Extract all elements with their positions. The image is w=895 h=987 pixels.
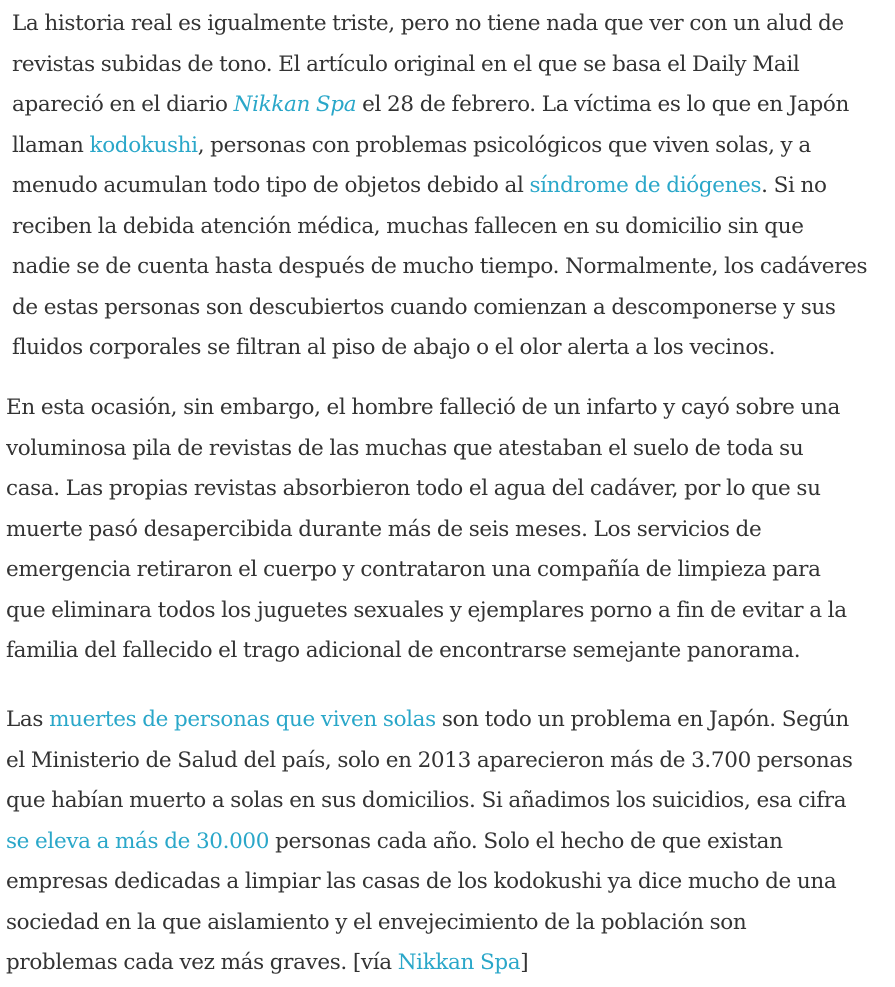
text-run: empresas dedicadas a limpiar las casas de los kodokushi ya dice mucho de una xyxy=(6,869,837,894)
text-line xyxy=(12,4,867,45)
text-line xyxy=(12,85,867,126)
text-run: problemas cada vez más graves. [vía xyxy=(6,950,398,975)
text-line xyxy=(6,741,853,782)
text-run: La historia real es igualmente triste, pero no tiene nada que ver con un alud de xyxy=(12,11,844,36)
text-run: que eliminara todos los juguetes sexuales y ejemplares porno a fin de evitar a la xyxy=(6,597,847,623)
text-line xyxy=(12,45,867,86)
text-run: de estas personas son descubiertos cuando comienzan a descomponerse y sus xyxy=(12,294,836,320)
text-line xyxy=(6,943,853,984)
text-line xyxy=(6,781,853,822)
text-run: personas cada año. Solo el hecho de que existan xyxy=(269,828,783,854)
link-mas-de-30000[interactable]: se eleva a más de 30.000 xyxy=(6,828,270,854)
text-line xyxy=(12,247,867,288)
text-line xyxy=(6,510,847,551)
text-line xyxy=(6,862,853,903)
text-run: revistas subidas de tono. El artículo original en el que se basa el Daily Mail xyxy=(12,51,800,77)
text-line xyxy=(6,429,847,470)
text-line xyxy=(6,469,847,510)
link-nikkan-spa[interactable]: Nikkan Spa xyxy=(233,92,357,117)
text-run: . Si no xyxy=(761,173,827,198)
text-line xyxy=(12,288,867,329)
text-run: casa. Las propias revistas absorbieron todo el agua del cadáver, por lo que su xyxy=(6,476,821,501)
text-run: son todo un problema en Japón. Según xyxy=(435,707,849,732)
text-run: , personas con problemas psicológicos que viven solas, y a xyxy=(197,132,811,158)
text-line xyxy=(6,822,853,863)
text-run: En esta ocasión, sin embargo, el hombre falleció de un infarto y cayó sobre una xyxy=(6,395,840,420)
text-run: nadie se de cuenta hasta después de mucho tiempo. Normalmente, los cadáveres xyxy=(12,254,868,279)
text-line xyxy=(6,591,847,632)
link-sindrome-de-diogenes[interactable]: síndrome de diógenes xyxy=(529,173,762,198)
text-run: ] xyxy=(520,950,529,975)
text-line xyxy=(12,328,867,369)
paragraph-1 xyxy=(12,4,867,369)
text-line xyxy=(6,903,853,944)
paragraph-2 xyxy=(6,388,847,672)
text-run: Las xyxy=(6,707,50,732)
text-run: muerte pasó desapercibida durante más de seis meses. Los servicios de xyxy=(6,516,762,542)
text-run: el Ministerio de Salud del país, solo en 2013 aparecieron más de 3.700 personas xyxy=(6,747,853,773)
text-line xyxy=(6,550,847,591)
text-run: sociedad en la que aislamiento y el envejecimiento de la población son xyxy=(6,909,747,935)
text-run: familia del fallecido el trago adicional de encontrarse semejante panorama. xyxy=(6,638,801,663)
link-kodokushi[interactable]: kodokushi xyxy=(89,132,198,158)
link-muertes-personas-solas[interactable]: muertes de personas que viven solas xyxy=(49,707,436,732)
text-line xyxy=(6,700,853,741)
text-run: llaman xyxy=(12,132,90,158)
text-line xyxy=(12,166,867,207)
text-run: reciben la debida atención médica, muchas fallecen en su domicilio sin que xyxy=(12,213,804,239)
text-run: el 28 de febrero. La víctima es lo que en Japón xyxy=(356,92,849,117)
text-run: voluminosa pila de revistas de las muchas que atestaban el suelo de toda su xyxy=(6,435,804,461)
text-run: que habían muerto a solas en sus domicilios. Si añadimos los suicidios, esa cifra xyxy=(6,788,847,813)
text-run: apareció en el diario xyxy=(12,92,234,117)
text-run: emergencia retiraron el cuerpo y contrataron una compañía de limpieza para xyxy=(6,557,821,582)
text-line xyxy=(6,388,847,429)
text-run: menudo acumulan todo tipo de objetos debido al xyxy=(12,173,530,198)
text-line xyxy=(12,207,867,248)
text-line xyxy=(6,631,847,672)
text-run: fluidos corporales se filtran al piso de abajo o el olor alerta a los vecinos. xyxy=(12,335,776,360)
link-via-nikkan-spa[interactable]: Nikkan Spa xyxy=(397,950,521,975)
text-line xyxy=(12,126,867,167)
paragraph-3 xyxy=(6,700,853,984)
